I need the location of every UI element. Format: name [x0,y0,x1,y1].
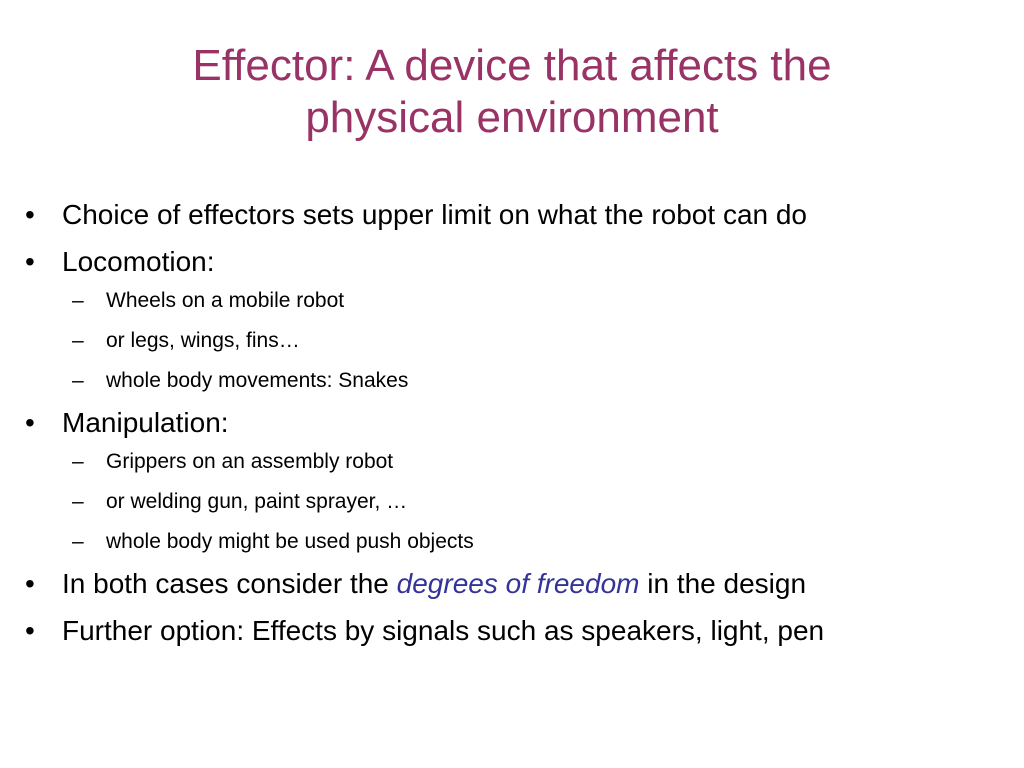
sub-bullet-text: Wheels on a mobile robot [106,289,345,312]
bullet-icon: • [25,407,35,438]
sub-bullet-text: whole body might be used push objects [106,530,474,553]
bullet-text-suffix: in the design [639,568,807,599]
sub-bullet-text: whole body movements: Snakes [106,369,409,392]
bullet-icon: • [25,615,35,646]
bullet-text: Manipulation: [62,407,229,438]
bullet-text-prefix: In both cases consider the [62,568,397,599]
bullet-text: Choice of effectors sets upper limit on what the robot can do [62,199,808,230]
bullet-text [62,567,806,601]
sub-bullet-text: or legs, wings, fins… [106,329,300,352]
dash-icon: – [72,450,84,473]
sub-bullet-text: or welding gun, paint sprayer, … [106,490,408,513]
slide-title-line-1: Effector: A device that affects the [192,41,832,90]
bullet-icon: • [25,246,35,277]
bullet-text: Further option: Effects by signals such as speakers, light, pen [62,615,825,646]
dash-icon: – [72,289,84,312]
emphasis-text: degrees of freedom [396,568,640,599]
slide-title-line-2: physical environment [305,93,719,142]
dash-icon: – [72,369,84,392]
bullet-text: Locomotion: [62,246,215,277]
bullet-icon: • [25,199,35,230]
sub-bullet-text: Grippers on an assembly robot [106,450,394,473]
dash-icon: – [72,329,84,352]
bullet-icon: • [25,568,35,599]
dash-icon: – [72,530,84,553]
dash-icon: – [72,490,84,513]
